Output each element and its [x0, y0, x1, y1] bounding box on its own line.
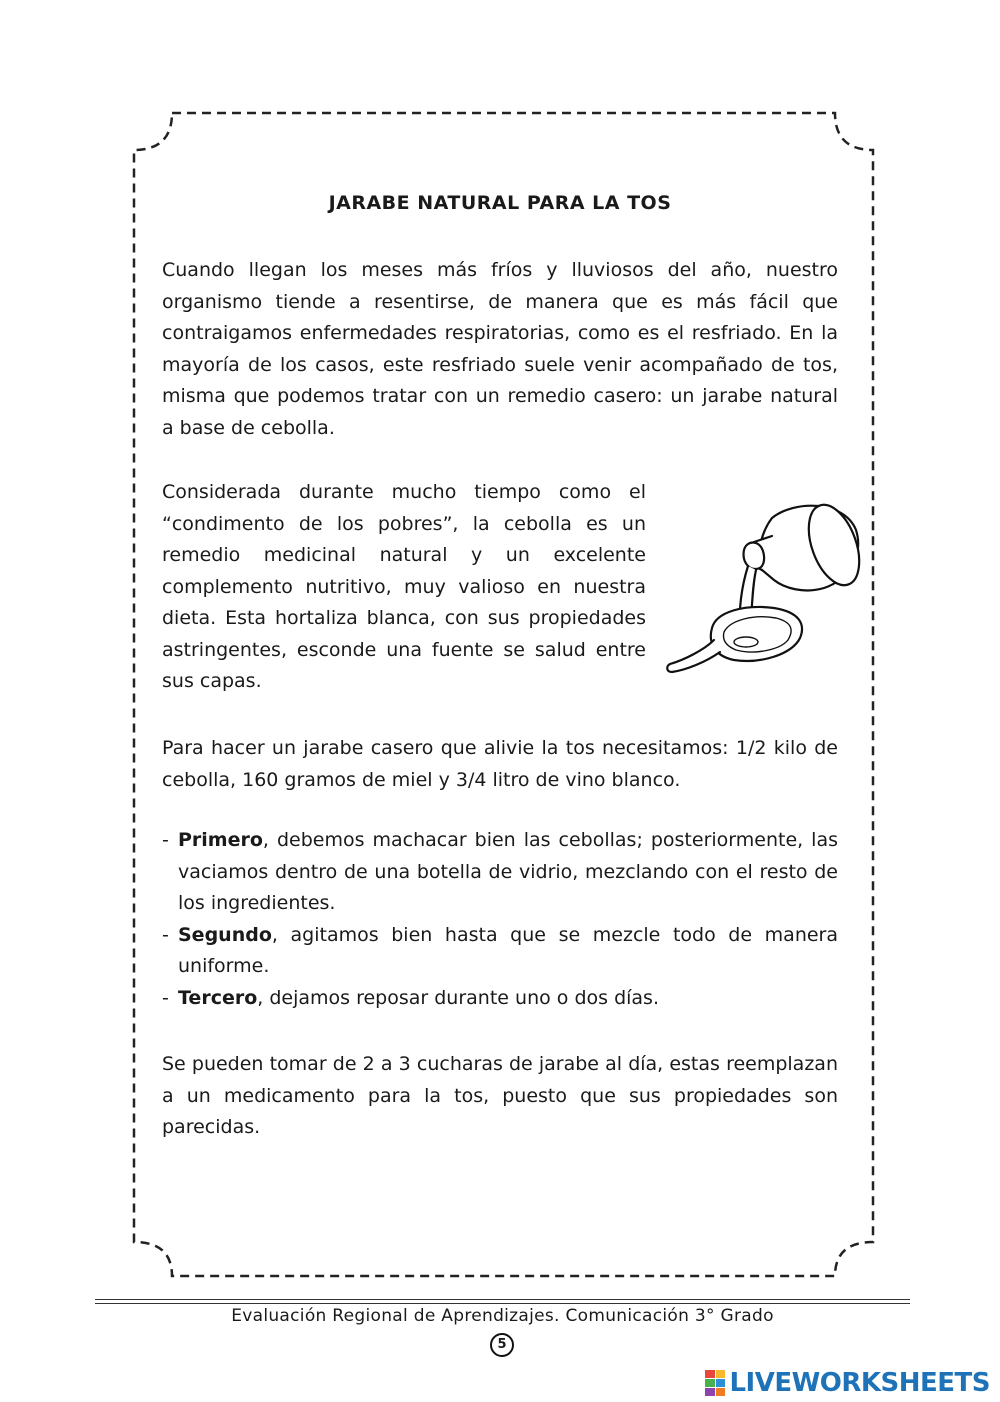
step-label: Primero — [178, 829, 263, 851]
step-label: Tercero — [178, 986, 258, 1009]
list-item — [162, 983, 838, 1015]
footer-text: Evaluación Regional de Aprendizajes. Comunicación 3° Grado — [231, 1306, 774, 1326]
footer-divider — [95, 1299, 910, 1300]
page-number: 5 — [490, 1333, 514, 1357]
paragraph-intro: Cuando llegan los meses más fríos y lluviosos del año, nuestro organismo tiende a resentirse, de manera que es más fácil que contraigamos enfermedades respiratorias, como es el resfriado. En la mayoría de los casos, este resfriado suele venir acompañado de tos, misma que podemos tratar con un remedio casero: un jarabe natural a base de cebolla. — [162, 259, 838, 439]
brand-name: LIVEWORKSHEETS — [729, 1368, 990, 1398]
bullet-dash: - — [162, 829, 169, 851]
bullet-dash: - — [162, 923, 169, 946]
paragraph-ingredients: Para hacer un jarabe casero que alivie la tos necesitamos: 1/2 kilo de cebolla, 160 gramos de miel y 3/4 litro de vino blanco. — [162, 737, 838, 791]
step-label: Segundo — [178, 923, 272, 946]
step-text: , agitamos bien hasta que se mezcle todo de manera uniforme. — [178, 923, 838, 977]
document-title: JARABE NATURAL PARA LA TOS — [328, 192, 672, 214]
bullet-dash: - — [162, 986, 169, 1009]
liveworksheets-logo[interactable] — [705, 1367, 990, 1399]
footer-divider — [95, 1303, 910, 1304]
brand-grid-icon — [705, 1370, 725, 1396]
bottle-spoon-illustration-icon — [664, 500, 864, 685]
step-text: , dejamos reposar durante uno o dos días. — [257, 986, 659, 1009]
steps-list — [162, 825, 838, 1014]
step-text: , debemos machacar bien las cebollas; posteriormente, las vaciamos dentro de una botella de vidrio, mezclando con el resto de los ingredientes. — [178, 829, 838, 914]
paragraph-onion: Considerada durante mucho tiempo como el “condimento de los pobres”, la cebolla es un remedio medicinal natural y un excelente complemento nutritivo, muy valioso en nuestra dieta. Esta hortaliza blanca, con sus propiedades astringentes, esconde una fuente se salud entre sus capas. — [162, 481, 646, 692]
list-item — [162, 825, 838, 920]
paragraph-dosage: Se pueden tomar de 2 a 3 cucharas de jarabe al día, estas reemplazan a un medicamento para la tos, puesto que sus propiedades son parecidas. — [162, 1053, 838, 1138]
list-item — [162, 920, 838, 983]
